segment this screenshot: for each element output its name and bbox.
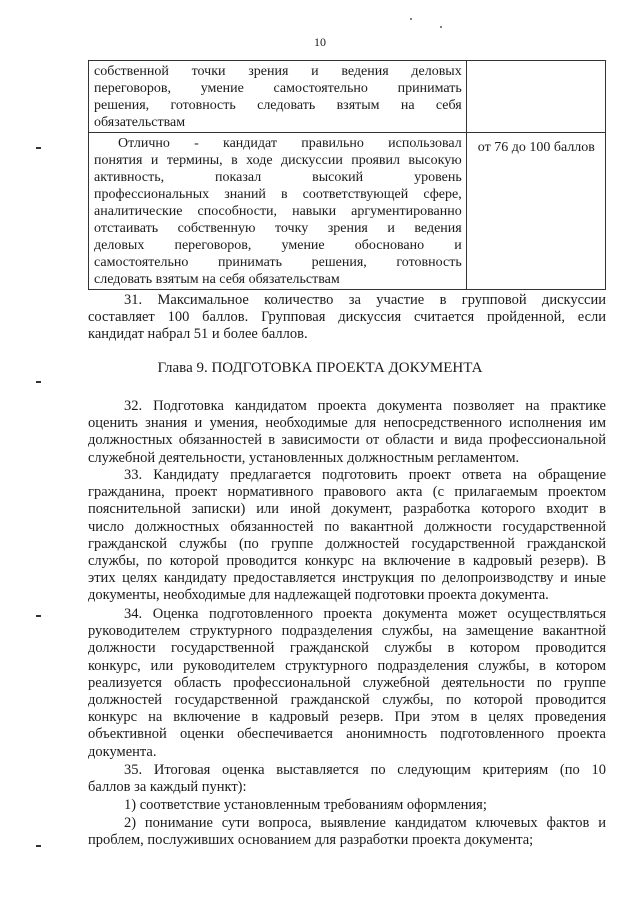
margin-mark — [36, 147, 41, 149]
paragraph-33 — [88, 467, 606, 605]
page-number: 10 — [314, 35, 326, 49]
text-line: кандидат набрал 51 и более баллов. — [88, 326, 308, 343]
text-line: руководителем структурного подразделения службы, на замещение вакантной — [88, 623, 606, 640]
text-line: должности государственной гражданской службы в котором проводится — [88, 640, 606, 657]
paragraph-34 — [88, 606, 606, 761]
criteria-cell — [89, 133, 467, 290]
scan-speck — [440, 26, 442, 28]
text-line: конкурс на включение в кадровый резерв. При этом в целях проведения — [88, 709, 606, 726]
margin-mark — [36, 615, 41, 617]
text-line: должностей государственной гражданской службы, по которой проводится — [88, 691, 606, 708]
score-cell — [466, 61, 605, 133]
text-line: гражданской службы (по группе должностей государственной гражданской — [88, 535, 606, 552]
text-line: служебной деятельности, установленных должностным регламентом. — [88, 449, 520, 466]
cell-text-line: переговоров, умение самостоятельно принимать — [94, 81, 462, 96]
text-line: реализуется область профессиональной служебной деятельности по группе — [88, 674, 606, 691]
cell-text-line: активность, показал высокий уровень — [94, 170, 462, 185]
paragraph-31 — [88, 292, 606, 344]
text-line: пояснительной записки) или иной документ, разработка которого входит в — [88, 501, 606, 518]
text-line: службы, по которой проводится конкурс на включение в кадровый резерв). В — [88, 552, 606, 569]
table-row — [89, 61, 606, 133]
margin-mark — [36, 381, 41, 383]
criteria-cell — [89, 61, 467, 133]
scan-speck — [410, 18, 412, 20]
text-line: 34. Оценка подготовленного проекта документа может осуществляться — [124, 606, 606, 622]
evaluation-table — [88, 60, 606, 290]
text-line: 2) понимание сути вопроса, выявление кандидатом ключевых фактов и — [124, 815, 606, 831]
cell-text-line: аналитические способности, навыки аргументированно — [94, 204, 462, 219]
text-line: число должностных обязанностей по вакантной должности государственной — [88, 518, 606, 535]
text-line: 32. Подготовка кандидатом проекта документа позволяет на практике — [124, 398, 606, 414]
text-line: документы, необходимые для надлежащей подготовки проекта документа. — [88, 587, 549, 604]
cell-text-line: самостоятельно принимать решения, готовность — [94, 255, 462, 270]
margin-mark — [36, 845, 41, 847]
text-line: должностных обязанностей в зависимости от области и вида профессиональной — [88, 432, 606, 449]
paragraph-32 — [88, 398, 606, 467]
cell-text-line: отстаивать собственную точку зрения и ведения — [94, 221, 462, 236]
chapter-title: Глава 9. ПОДГОТОВКА ПРОЕКТА ДОКУМЕНТА — [157, 360, 483, 376]
text-line: гражданина, проект нормативного правового акта (с прилагаемым проектом — [88, 484, 606, 501]
text-line: 33. Кандидату предлагается подготовить проект ответа на обращение — [124, 467, 606, 483]
text-line: конкурс, или руководителем структурного подразделения службы, в котором — [88, 657, 606, 674]
text-line: баллов за каждый пункт): — [88, 779, 247, 796]
text-line: проблем, послуживших основанием для разработки проекта документа; — [88, 832, 534, 849]
paragraph-35 — [88, 762, 606, 796]
text-line: 1) соответствие установленным требованиям оформления; — [124, 797, 487, 813]
text-line: 31. Максимальное количество за участие в групповой дискуссии — [124, 292, 606, 308]
cell-text-line: понятия и термины, в ходе дискуссии проявил высокую — [94, 153, 462, 168]
cell-text-line: следовать взятым на себя обязательствам — [94, 272, 340, 287]
text-line: оценить знания и умения, необходимые для непосредственного исполнения им — [88, 415, 606, 432]
text-line: этих целях кандидату предоставляется инструкция по делопроизводству и иные — [88, 570, 606, 587]
cell-text-line: Отлично - кандидат правильно использовал — [118, 136, 462, 151]
cell-text-line: решения, готовность следовать взятым на себя — [94, 98, 462, 113]
cell-text-line: профессиональных знаний в соответствующей сфере, — [94, 187, 462, 202]
text-line: 35. Итоговая оценка выставляется по следующим критериям (по 10 — [124, 762, 606, 778]
cell-text-line: обязательствам — [94, 115, 186, 130]
text-line: объективной оценки обеспечивается анонимность подготовленного проекта — [88, 726, 606, 743]
score-cell: от 76 до 100 баллов — [466, 133, 605, 290]
text-line: составляет 100 баллов. Групповая дискуссия считается пройденной, если — [88, 309, 606, 326]
text-line: документа. — [88, 743, 157, 760]
list-item-2 — [88, 815, 606, 849]
cell-text-line: собственной точки зрения и ведения деловых — [94, 64, 462, 79]
list-item-1 — [88, 797, 606, 814]
table-row — [89, 133, 606, 290]
cell-text-line: деловых переговоров, умение обосновано и — [94, 238, 462, 253]
